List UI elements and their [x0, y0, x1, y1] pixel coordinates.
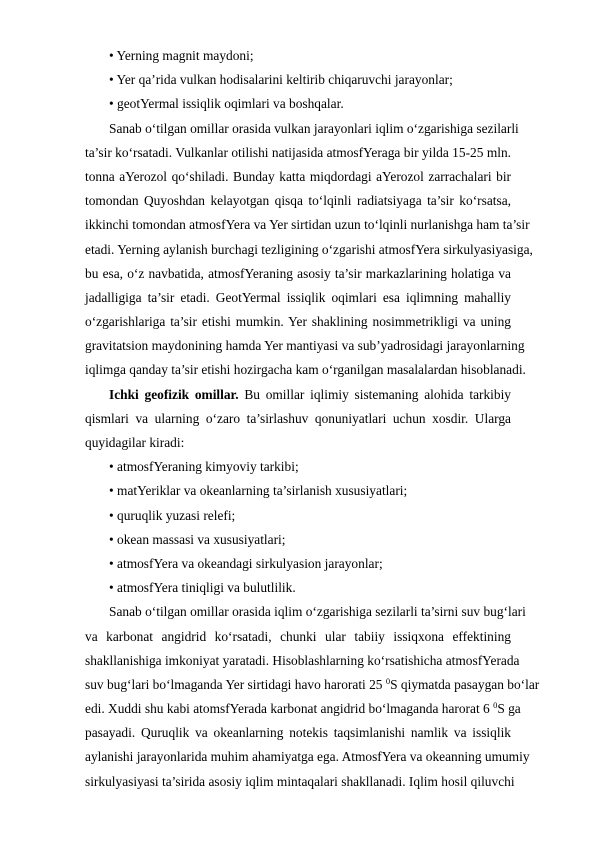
paragraph-line: Sanab o‘tilgan omillar orasida iqlim o‘zgarishiga sezilarli ta’sirni suv bug‘lari	[109, 604, 526, 620]
paragraph-line: iqlimga qanday ta’sir etishi hozirgacha kam o‘rganilgan masalalardan hisoblanadi.	[85, 362, 526, 378]
paragraph-text: S ga	[497, 701, 521, 717]
paragraph-line: etadi. Yerning aylanish burchagi tezligining o‘zgarishi atmosfYera sirkulyasiyasiga,	[85, 241, 533, 257]
paragraph-text: Bu omillar iqlimiy sistemaning alohida tarkibiy	[238, 386, 511, 402]
document-text	[85, 44, 540, 794]
bullet-item: • quruqlik yuzasi relefi;	[109, 507, 236, 523]
bullet-item: • Yerning magnit maydoni;	[109, 48, 254, 63]
paragraph-line: ikkinchi tomondan atmosfYera va Yer sirtidan uzun to‘lqinli nurlanishga ham ta’sir	[85, 217, 530, 233]
paragraph-line: jadalligiga ta’sir etadi. GeotYermal issiqlik oqimlari esa iqlimning mahalliy	[85, 289, 511, 305]
degree-superscript: 0	[385, 675, 391, 686]
section-heading: Ichki geofizik omillar.	[109, 386, 239, 402]
paragraph-line: pasayadi. Quruqlik va okeanlarning notekis taqsimlanishi namlik va issiqlik	[85, 725, 511, 741]
paragraph-line: qismlari va ularning o‘zaro ta’sirlashuv qonuniyatlari uchun xosdir. Ularga	[85, 410, 511, 426]
paragraph-text: edi. Xuddi shu kabi atomsfYerada karbonat angidrid bo‘lmaganda harorat 6	[85, 701, 494, 717]
bullet-item: • Yer qa’rida vulkan hodisalarini keltirib chiqaruvchi jarayonlar;	[109, 72, 453, 88]
bullet-item: • atmosfYera va okeandagi sirkulyasion jarayonlar;	[109, 555, 383, 571]
paragraph-text: S qiymatda pasaygan bo‘lar	[390, 676, 540, 692]
paragraph-text: suv bug‘lari bo‘lmaganda Yer sirtidagi havo harorati 25	[85, 676, 386, 692]
bullet-item: • geotYermal issiqlik oqimlari va boshqalar.	[109, 96, 344, 112]
paragraph-line: aylanishi jarayonlarida muhim ahamiyatga ega. AtmosfYera va okeanning umumiy	[85, 749, 530, 765]
paragraph-line: tonna aYerozol qo‘shiladi. Bunday katta miqdordagi aYerozol zarrachalari bir	[85, 168, 511, 184]
bullet-item: • atmosfYeraning kimyoviy tarkibi;	[109, 459, 299, 475]
degree-superscript: 0	[493, 700, 498, 711]
paragraph-line: Sanab o‘tilgan omillar orasida vulkan jarayonlari iqlim o‘zgarishiga sezilarli	[109, 120, 519, 136]
bullet-item: • okean massasi va xususiyatlari;	[109, 531, 286, 547]
paragraph-line: tomondan Quyoshdan kelayotgan qisqa to‘lqinli radiatsiyaga ta’sir ko‘rsatsa,	[85, 193, 511, 209]
paragraph-line: sirkulyasiyasi ta’sirida asosiy iqlim mintaqalari shakllanadi. Iqlim hosil qiluvchi	[85, 773, 515, 789]
paragraph-line: ta’sir ko‘rsatadi. Vulkanlar otilishi natijasida atmosfYeraga bir yilda 15-25 mln.	[85, 144, 511, 160]
paragraph-line: bu esa, o‘z navbatida, atmosfYeraning asosiy ta’sir markazlarining holatiga va	[85, 265, 511, 281]
paragraph-line	[85, 673, 540, 697]
paragraph-line: shakllanishiga imkoniyat yaratadi. Hisoblashlarning ko‘rsatishicha atmosfYerada	[85, 652, 520, 668]
paragraph-line	[85, 383, 511, 407]
paragraph-line	[85, 697, 521, 721]
paragraph-line: quyidagilar kiradi:	[85, 435, 185, 450]
paragraph-line: o‘zgarishlariga ta’sir etishi mumkin. Yer shaklining nosimmetrikligi va uning	[85, 314, 511, 330]
paragraph-line: va karbonat angidrid ko‘rsatadi, chunki ular tabiiy issiqxona effektining	[85, 628, 511, 644]
bullet-item: • matYeriklar va okeanlarning ta’sirlanish xususiyatlari;	[109, 483, 408, 499]
bullet-item: • atmosfYera tiniqligi va bulutlilik.	[109, 580, 296, 596]
paragraph-line: gravitatsion maydonining hamda Yer mantiyasi va sub’yadrosidagi jarayonlarning	[85, 338, 525, 354]
